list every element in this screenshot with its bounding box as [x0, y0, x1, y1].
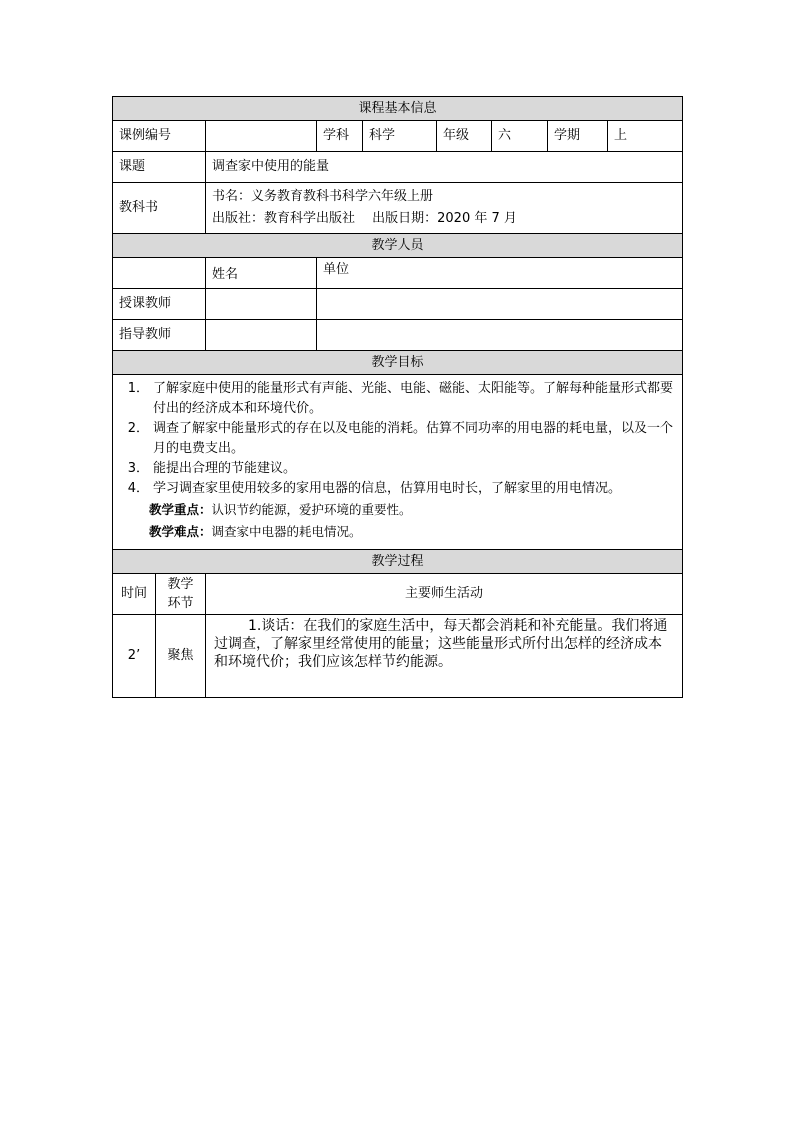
key-point-label: 教学重点：: [149, 502, 212, 517]
term-value: 上: [608, 121, 683, 152]
process-stage: 聚焦: [156, 615, 206, 698]
staff-row: [113, 289, 683, 320]
objectives-header: 教学目标: [113, 351, 683, 375]
process-row: [113, 615, 683, 698]
subject-label: 学科: [317, 121, 363, 152]
objective-text: 了解家庭中使用的能量形式有声能、光能、电能、磁能、太阳能等。了解每种能量形式都要付出的经济成本和环境代价。: [153, 381, 674, 416]
objective-number: 3．: [127, 461, 149, 476]
difficult-point-label: 教学难点：: [149, 524, 212, 539]
topic-row: [113, 152, 683, 183]
difficult-point-text: 调查家中电器的耗电情况。: [211, 524, 362, 539]
objective-text: 调查了解家中能量形式的存在以及电能的消耗。估算不同功率的用电器的耗电量，以及一个月的电费支出。: [153, 421, 674, 456]
staff-unit: [317, 289, 683, 320]
basic-info-row: [113, 121, 683, 152]
activity-column-header: 主要师生活动: [206, 574, 683, 615]
staff-unit-header: 单位: [317, 258, 683, 289]
objective-item: [119, 419, 676, 459]
difficult-point: [119, 521, 676, 543]
objective-text: 学习调查家里使用较多的家用电器的信息，估算用电时长，了解家里的用电情况。: [153, 481, 622, 496]
staff-name: [206, 289, 317, 320]
process-header: 教学过程: [113, 550, 683, 574]
lesson-plan-table: [112, 96, 683, 698]
objective-item: [119, 459, 676, 479]
objective-number: 1．: [127, 381, 149, 396]
process-activity: [206, 615, 683, 698]
objectives-header-row: [113, 351, 683, 375]
topic-label: 课题: [113, 152, 206, 183]
staff-header: 教学人员: [113, 234, 683, 258]
staff-unit: [317, 320, 683, 351]
objectives-row: [113, 375, 683, 550]
objectives-content: [113, 375, 683, 550]
objective-number: 4．: [127, 481, 149, 496]
process-time: 2’: [113, 615, 156, 698]
objective-item: [119, 379, 676, 419]
grade-label: 年级: [437, 121, 492, 152]
basic-info-header-row: [113, 97, 683, 121]
textbook-title: 书名：义务教育教科书科学六年级上册: [212, 189, 434, 204]
staff-role: 指导教师: [113, 320, 206, 351]
objective-number: 2．: [127, 421, 149, 436]
basic-info-header: 课程基本信息: [113, 97, 683, 121]
key-point-text: 认识节约能源，爱护环境的重要性。: [211, 502, 412, 517]
time-column-header: 时间: [113, 574, 156, 615]
process-header-row: [113, 550, 683, 574]
staff-name: [206, 320, 317, 351]
objective-text: 能提出合理的节能建议。: [153, 461, 297, 476]
staff-header-row: [113, 234, 683, 258]
course-id-value: [206, 121, 317, 152]
staff-row: [113, 320, 683, 351]
textbook-label: 教科书: [113, 183, 206, 234]
staff-role: 授课教师: [113, 289, 206, 320]
staff-column-row: [113, 258, 683, 289]
textbook-row: [113, 183, 683, 234]
textbook-info: [206, 183, 683, 234]
process-activity-text: 1.谈话：在我们的家庭生活中，每天都会消耗和补充能量。我们将通过调查，了解家里经常使用的能量；这些能量形式所付出怎样的经济成本和环境代价；我们应该怎样节约能源。: [214, 618, 668, 670]
key-point: [119, 499, 676, 521]
staff-name-header: 姓名: [206, 258, 317, 289]
process-column-row: [113, 574, 683, 615]
textbook-publisher: 出版社：教育科学出版社 出版日期：2020 年 7 月: [212, 211, 517, 226]
subject-value: 科学: [363, 121, 437, 152]
course-id-label: 课例编号: [113, 121, 206, 152]
stage-column-header: 教学环节: [156, 574, 206, 615]
objective-item: [119, 479, 676, 499]
grade-value: 六: [492, 121, 548, 152]
term-label: 学期: [548, 121, 608, 152]
staff-corner-cell: [113, 258, 206, 289]
topic-value: 调查家中使用的能量: [206, 152, 683, 183]
